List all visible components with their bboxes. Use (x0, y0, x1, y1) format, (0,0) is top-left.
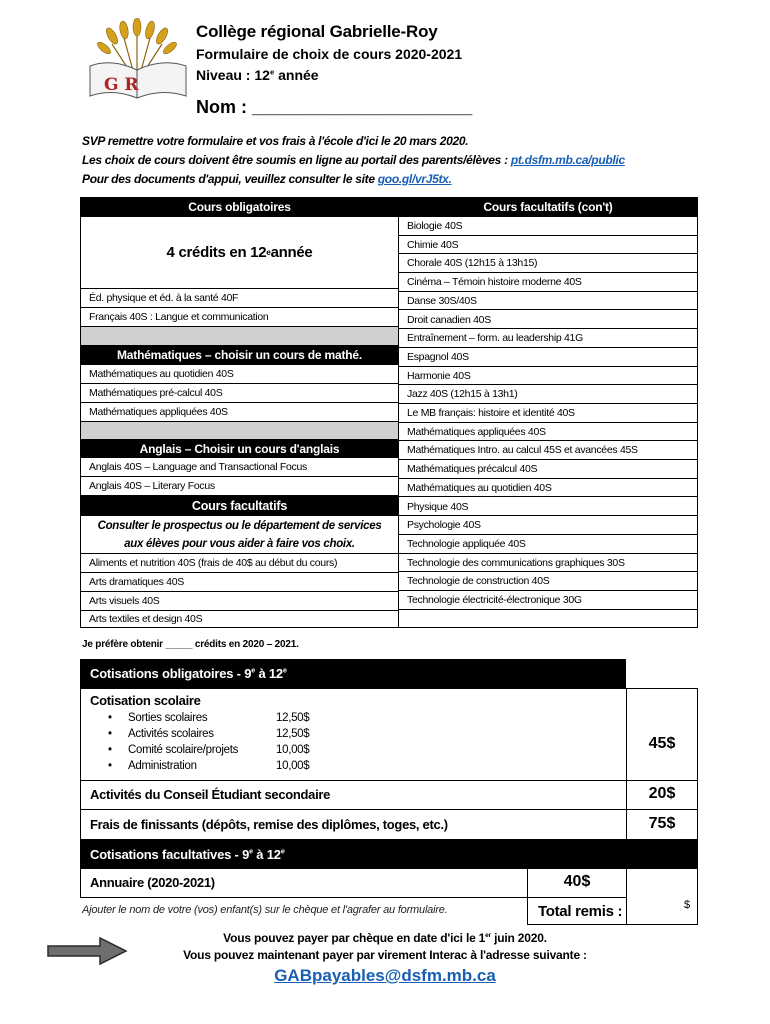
credits-requirement: 4 crédits en 12 e année (81, 217, 398, 289)
list-item: • Activités scolaires 12,50$ (108, 728, 310, 740)
instruction-documents: Pour des documents d'appui, veuillez consulter le site goo.gl/vrJ5tx. (82, 172, 452, 186)
school-logo (82, 18, 194, 102)
course-row[interactable]: Mathématiques Intro. au calcul 45S et avancées 45S (399, 441, 697, 460)
course-column-left (81, 198, 399, 627)
mandatory-courses-header: Cours obligatoires (81, 198, 398, 217)
course-row[interactable]: Harmonie 40S (399, 367, 697, 386)
course-row[interactable]: Biologie 40S (399, 217, 697, 236)
student-council-label: Activités du Conseil Étudiant secondaire (90, 787, 331, 802)
course-row[interactable]: Technologie des communications graphiques 30S (399, 554, 697, 573)
student-council-amount: 20$ (648, 785, 676, 802)
course-row[interactable]: Le MB français: histoire et identité 40S (399, 404, 697, 423)
course-row[interactable]: Arts dramatiques 40S (81, 573, 398, 592)
math-section-header: Mathématiques – choisir un cours de mathé. (81, 346, 398, 365)
course-row[interactable]: Technologie de construction 40S (399, 572, 697, 591)
section-divider (81, 327, 398, 346)
course-row[interactable]: Danse 30S/40S (399, 292, 697, 311)
school-fee-amount: 45$ (648, 735, 676, 752)
yearbook-check-cell[interactable] (626, 868, 698, 925)
course-row[interactable]: Mathématiques pré-calcul 40S (81, 384, 398, 403)
course-row[interactable]: Mathématiques précalcul 40S (399, 460, 697, 479)
course-row[interactable]: Mathématiques au quotidien 40S (81, 365, 398, 384)
course-row[interactable]: Mathématiques au quotidien 40S (399, 479, 697, 498)
list-item: • Administration 10,00$ (108, 760, 310, 772)
course-row[interactable]: Technologie appliquée 40S (399, 535, 697, 554)
consult-note: Consulter le prospectus ou le département de services aux élèves pour vous aider à faire vos choix. (81, 516, 398, 554)
payment-email-link[interactable]: GABpayables@dsfm.mb.ca (274, 966, 496, 985)
logo-text: G R (104, 75, 139, 95)
student-name-field[interactable]: Nom : ______________________ (196, 97, 473, 117)
english-section-header: Anglais – Choisir un cours d'anglais (81, 440, 398, 458)
course-row[interactable]: Droit canadien 40S (399, 311, 697, 330)
course-row[interactable]: Psychologie 40S (399, 516, 697, 535)
course-row[interactable]: Cinéma – Témoin histoire moderne 40S (399, 273, 697, 292)
fees-table (80, 659, 698, 925)
documents-link[interactable]: goo.gl/vrJ5tx. (377, 172, 452, 186)
cheque-note: Ajouter le nom de votre (vos) enfant(s) sur le chèque et l'agrafer au formulaire. (82, 904, 448, 916)
total-amount-field[interactable]: $ (684, 899, 690, 911)
pay-by-interac-text: Vous pouvez maintenant payer par virement Interac à l'adresse suivante : (183, 948, 587, 962)
portal-link[interactable]: pt.dsfm.mb.ca/public (510, 153, 625, 167)
course-row[interactable]: Jazz 40S (12h15 à 13h1) (399, 385, 697, 404)
optional-courses-header: Cours facultatifs (81, 496, 398, 516)
page-title: Collège régional Gabrielle-Roy (196, 22, 438, 41)
course-row[interactable]: Entraînement – form. au leadership 41G (399, 329, 697, 348)
total-label: Total remis : (538, 903, 623, 920)
school-fee-list (108, 710, 368, 774)
graduation-amount: 75$ (648, 815, 676, 832)
course-row[interactable]: Français 40S : Langue et communication (81, 308, 398, 327)
mandatory-fees-header: Cotisations obligatoires - 9e à 12e (80, 659, 626, 688)
pay-by-cheque-text: Vous pouvez payer par chèque en date d'ici le 1er juin 2020. (223, 931, 547, 945)
optional-fees-header: Cotisations facultatives - 9e à 12e (80, 840, 698, 869)
yearbook-amount: 40$ (563, 873, 591, 890)
course-row[interactable]: Arts textiles et design 40S (89, 613, 203, 625)
course-row[interactable]: Technologie électricité-électronique 30G (399, 591, 697, 610)
course-row[interactable]: Éd. physique et éd. à la santé 40F (81, 289, 398, 308)
form-subtitle: Formulaire de choix de cours 2020-2021 (196, 46, 463, 62)
course-row[interactable]: Anglais 40S – Literary Focus (81, 477, 398, 496)
instruction-deadline: SVP remettre votre formulaire et vos frais à l'école d'ici le 20 mars 2020. (82, 134, 469, 148)
course-column-right (399, 198, 697, 627)
yearbook-label: Annuaire (2020-2021) (90, 875, 215, 890)
course-row[interactable]: Espagnol 40S (399, 348, 697, 367)
course-row[interactable]: Aliments et nutrition 40S (frais de 40$ au début du cours) (81, 554, 398, 573)
course-row[interactable]: Chorale 40S (12h15 à 13h15) (399, 254, 697, 273)
grade-level: Niveau : 12e année (196, 67, 319, 83)
credits-preference-field[interactable]: Je préfère obtenir _____ crédits en 2020 – 2021. (82, 639, 299, 650)
course-row[interactable]: Chimie 40S (399, 236, 697, 255)
list-item: • Comité scolaire/projets 10,00$ (108, 744, 310, 756)
section-divider (81, 422, 398, 440)
course-row[interactable]: Mathématiques appliquées 40S (81, 403, 398, 422)
optional-courses-cont-header: Cours facultatifs (con't) (399, 198, 697, 217)
course-row[interactable]: Arts visuels 40S (81, 592, 398, 611)
list-item: • Sorties scolaires 12,50$ (108, 712, 310, 724)
course-table (80, 197, 698, 628)
course-row[interactable]: Mathématiques appliquées 40S (399, 423, 697, 442)
school-fee-title: Cotisation scolaire (90, 693, 201, 708)
graduation-label: Frais de finissants (dépôts, remise des diplômes, toges, etc.) (90, 817, 448, 832)
course-row[interactable]: Physique 40S (399, 498, 697, 517)
instruction-portal: Les choix de cours doivent être soumis en ligne au portail des parents/élèves : pt.dsfm.mb.ca/public (82, 153, 625, 167)
course-row[interactable]: Anglais 40S – Language and Transactional Focus (81, 458, 398, 477)
